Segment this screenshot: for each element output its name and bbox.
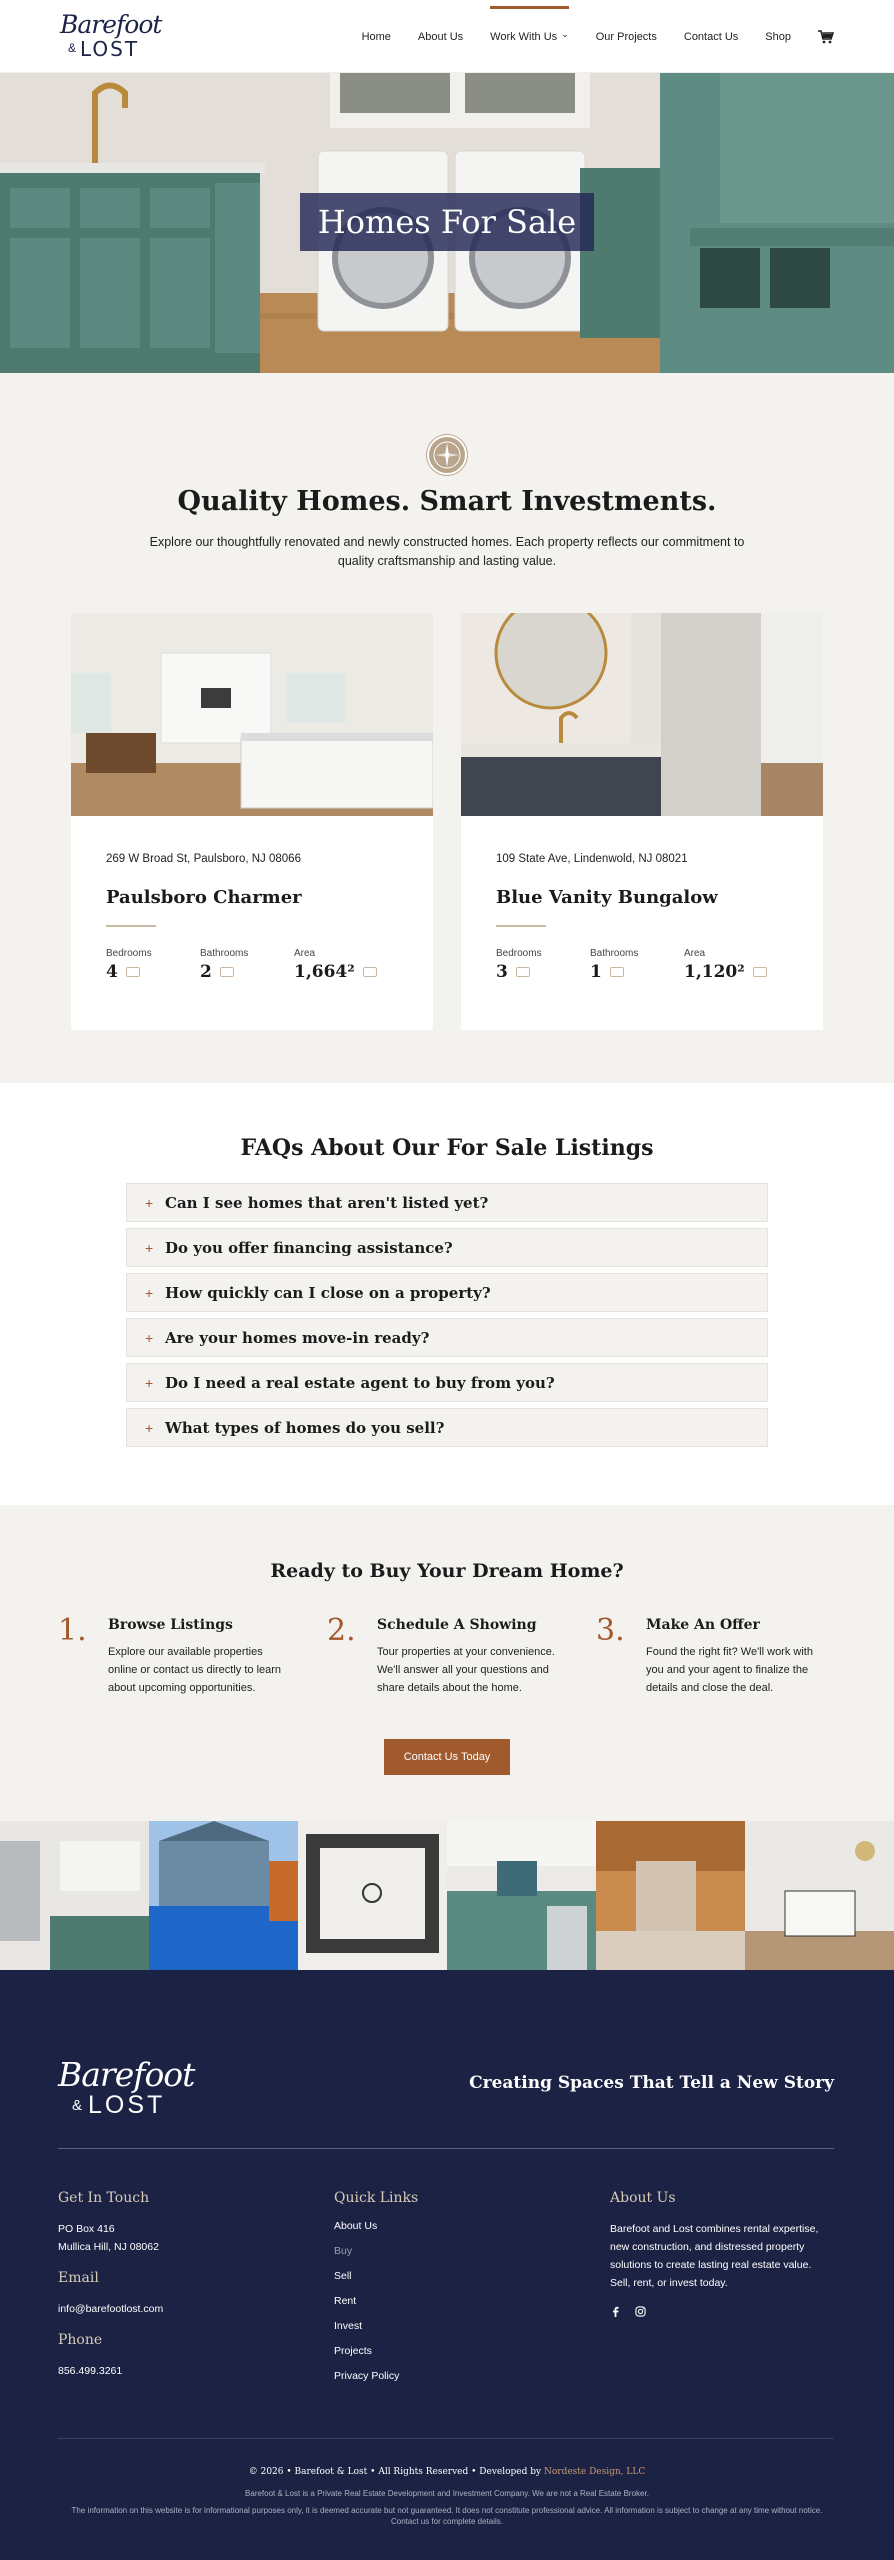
stat-bedrooms [106, 948, 200, 982]
faq-heading: FAQs About Our For Sale Listings [240, 1135, 654, 1161]
logo-ampersand: & [68, 41, 77, 55]
plus-icon: + [145, 1239, 154, 1256]
footer-link-projects[interactable]: Projects [334, 2345, 372, 2357]
listing-photo-kitchen[interactable] [71, 613, 433, 816]
gallery-photo[interactable] [0, 1821, 149, 1970]
footer-logo-ampersand: & [72, 2097, 83, 2114]
steps-heading: Ready to Buy Your Dream Home? [270, 1560, 624, 1582]
stat-label: Area [294, 948, 316, 959]
faq-list [126, 1183, 768, 1453]
stat-label: Bathrooms [590, 948, 639, 959]
site-footer [0, 1970, 894, 2560]
footer-link-invest[interactable]: Invest [334, 2320, 363, 2332]
faq-item[interactable] [126, 1318, 768, 1357]
intro-text: Explore our thoughtfully renovated and newly constructed homes. Each property reflects our commitment to quality craftsmanship and lasting value. [149, 535, 745, 568]
disclaimer-company: Barefoot & Lost is a Private Real Estate Development and Investment Company. We are not a Real Estate Broker. [245, 2489, 649, 2498]
footer-link-about-us[interactable]: About Us [334, 2220, 378, 2232]
bed-icon [126, 967, 140, 977]
facebook-icon[interactable] [610, 2306, 621, 2317]
buying-steps-section [0, 1505, 894, 1821]
step-title: Browse Listings [108, 1617, 233, 1633]
footer-tagline: Creating Spaces That Tell a New Story [469, 2073, 834, 2093]
chevron-down-icon: ⌄ [561, 29, 569, 39]
footer-bottom-divider [58, 2438, 834, 2439]
gallery-photo[interactable] [745, 1821, 894, 1970]
listing-address: 269 W Broad St, Paulsboro, NJ 08066 [106, 853, 301, 865]
stat-label: Bedrooms [496, 948, 542, 959]
faq-item[interactable] [126, 1228, 768, 1267]
stat-bedrooms [496, 948, 590, 982]
nav-shop[interactable]: Shop [765, 30, 791, 43]
instagram-icon[interactable] [635, 2306, 646, 2317]
footer-logo[interactable] [58, 2055, 218, 2125]
footer-link-sell[interactable]: Sell [334, 2270, 352, 2282]
nav-contact-us[interactable]: Contact Us [683, 30, 739, 43]
step-number: 2. [327, 1613, 356, 1648]
stat-value: 1,120² [684, 962, 745, 982]
bathtub-icon [610, 967, 624, 977]
copyright-line [0, 2467, 894, 2477]
footer-logo-bottom: LOST [88, 2091, 166, 2119]
gallery-photo[interactable] [596, 1821, 745, 1970]
step-title: Make An Offer [646, 1617, 760, 1633]
step-title: Schedule A Showing [377, 1617, 537, 1633]
stat-label: Area [684, 948, 706, 959]
faq-question: Do you offer financing assistance? [165, 1238, 453, 1257]
stat-label: Bedrooms [106, 948, 152, 959]
about-text: Barefoot and Lost combines rental expertise, new construction, and distressed property solutions to create lasting real estate value. Sell, rent, or invest today. [610, 2223, 819, 2289]
stat-value: 4 [106, 962, 118, 982]
plus-icon: + [145, 1329, 154, 1346]
faq-item[interactable] [126, 1363, 768, 1402]
listing-card[interactable] [461, 613, 823, 1030]
gallery-photo[interactable] [149, 1821, 298, 1970]
logo-wordmark-bottom: LOST [80, 37, 140, 61]
faq-item[interactable] [126, 1273, 768, 1312]
copyright-text: © 2026 • Barefoot & Lost • All Rights Reserved • Developed by [248, 2467, 542, 2477]
nav-work-with-us[interactable] [490, 0, 569, 73]
nav-our-projects[interactable]: Our Projects [595, 30, 657, 43]
faq-question: Are your homes move-in ready? [165, 1328, 430, 1347]
about-heading: About Us [610, 2190, 676, 2206]
stat-label: Bathrooms [200, 948, 249, 959]
social-links [610, 2306, 834, 2317]
faq-item[interactable] [126, 1183, 768, 1222]
hero-title: Homes For Sale [300, 193, 594, 251]
stat-bathrooms [200, 948, 294, 982]
listing-divider [496, 925, 546, 927]
footer-link-rent[interactable]: Rent [334, 2295, 357, 2307]
phone-heading: Phone [58, 2332, 103, 2348]
address-line2: Mullica Hill, NJ 08062 [58, 2241, 159, 2253]
email-heading: Email [58, 2270, 99, 2286]
contact-us-today-button[interactable]: Contact Us Today [384, 1739, 510, 1775]
listing-name[interactable]: Blue Vanity Bungalow [496, 887, 718, 908]
faq-question: How quickly can I close on a property? [165, 1283, 491, 1302]
plus-icon: + [145, 1374, 154, 1391]
gallery-photo[interactable] [447, 1821, 596, 1970]
listing-address: 109 State Ave, Lindenwold, NJ 08021 [496, 853, 688, 865]
disclaimer-legal: The information on this website is for informational purposes only, it is deemed accurate but not guaranteed. It does not constitute professional advice. All information is subject to change at any time without notice. Contact us for complete details. [71, 2506, 823, 2526]
email-link[interactable]: info@barefootlost.com [58, 2303, 164, 2315]
step-text: Explore our available properties online or contact us directly to learn about upcoming opportunities. [108, 1646, 282, 1694]
footer-contact-column [58, 2190, 163, 2380]
gallery-photo[interactable] [298, 1821, 447, 1970]
plus-icon: + [145, 1419, 154, 1436]
listing-stats [496, 948, 778, 982]
plus-icon: + [145, 1194, 154, 1211]
bathtub-icon [220, 967, 234, 977]
bed-icon [516, 967, 530, 977]
faq-question: Can I see homes that aren't listed yet? [165, 1193, 489, 1212]
faq-item[interactable] [126, 1408, 768, 1447]
contact-heading: Get In Touch [58, 2190, 150, 2206]
stat-area [294, 948, 388, 982]
nav-about-us[interactable]: About Us [417, 30, 464, 43]
address-line1: PO Box 416 [58, 2223, 115, 2235]
intro-heading: Quality Homes. Smart Investments. [177, 486, 717, 517]
stat-value: 1,664² [294, 962, 355, 982]
logo-wordmark-top: Barefoot [60, 10, 162, 39]
site-header [0, 0, 894, 73]
footer-link-privacy-policy[interactable]: Privacy Policy [334, 2370, 400, 2382]
nav-home[interactable]: Home [361, 30, 391, 43]
step-number: 1. [58, 1613, 87, 1648]
footer-about-column [610, 2190, 834, 2317]
faq-question: Do I need a real estate agent to buy from you? [165, 1373, 555, 1392]
developer-link[interactable]: Nordeste Design, LLC [543, 2467, 646, 2477]
site-logo[interactable] [58, 10, 183, 62]
footer-logo-top: Barefoot [58, 2055, 195, 2094]
quick-links-heading: Quick Links [334, 2190, 419, 2206]
footer-quick-links [334, 2190, 418, 2389]
area-icon [753, 967, 767, 977]
compass-badge-icon [427, 435, 467, 475]
faq-section [0, 1083, 894, 1505]
step-number: 3. [596, 1613, 625, 1648]
area-icon [363, 967, 377, 977]
listing-photo-bathroom[interactable] [461, 613, 823, 816]
stat-value: 1 [590, 962, 602, 982]
plus-icon: + [145, 1284, 154, 1301]
hero-banner [0, 73, 894, 373]
listing-card[interactable] [71, 613, 433, 1030]
step-text: Found the right fit? We'll work with you and your agent to finalize the details and close the deal. [646, 1646, 813, 1694]
stat-value: 3 [496, 962, 508, 982]
cart-icon[interactable] [818, 0, 834, 73]
stat-area [684, 948, 778, 982]
nav-work-with-us-label: Work With Us [490, 30, 558, 43]
footer-link-buy[interactable]: Buy [334, 2245, 353, 2257]
listing-stats [106, 948, 388, 982]
footer-divider [58, 2148, 834, 2149]
step-text: Tour properties at your convenience. We'll answer all your questions and share details about the home. [377, 1646, 555, 1694]
photo-gallery-strip [0, 1821, 894, 1970]
intro-section [0, 373, 894, 1083]
phone-link[interactable]: 856.499.3261 [58, 2365, 123, 2377]
stat-bathrooms [590, 948, 684, 982]
listing-name[interactable]: Paulsboro Charmer [106, 887, 302, 908]
faq-question: What types of homes do you sell? [165, 1418, 445, 1437]
main-nav [362, 0, 834, 73]
stat-value: 2 [200, 962, 212, 982]
listing-divider [106, 925, 156, 927]
